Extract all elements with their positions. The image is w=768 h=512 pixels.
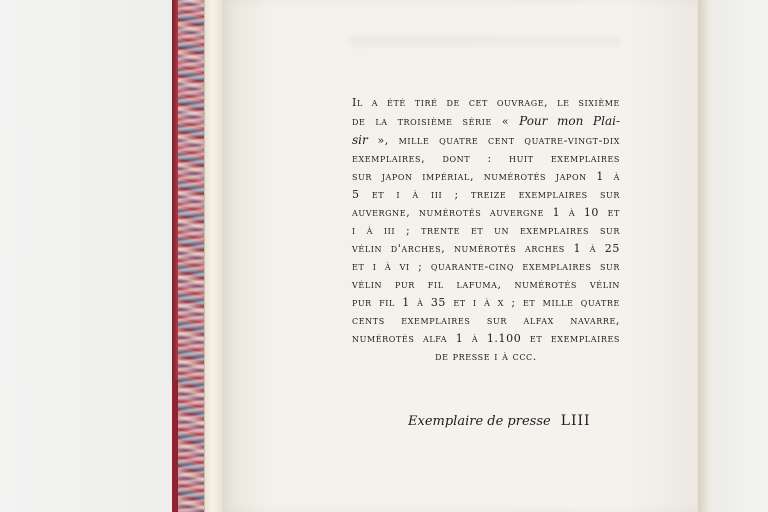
series-title-end: sir bbox=[352, 133, 368, 147]
colophon-line: et i à vi ; quarante-cinq exemplaires sur bbox=[352, 260, 620, 273]
colophon-line: sur japon impérial, numérotés japon 1 à bbox=[352, 170, 620, 183]
colophon-line: Il a été tiré de cet ouvrage, le sixième bbox=[352, 96, 620, 109]
background-left bbox=[0, 0, 176, 512]
colophon-line: sir », mille quatre cent quatre-vingt-dix bbox=[352, 133, 620, 147]
page-fore-edge bbox=[698, 0, 708, 512]
colophon-line: de presse i à ccc. bbox=[435, 350, 537, 363]
colophon-line: cents exemplaires sur alfax navarre, bbox=[352, 314, 620, 327]
copy-designation bbox=[408, 413, 668, 429]
colophon-line: auvergne, numérotés auvergne 1 à 10 et bbox=[352, 206, 620, 219]
colophon-line: vélin d'arches, numérotés arches 1 à 25 bbox=[352, 242, 620, 255]
colophon-line: i à iii ; trente et un exemplaires sur bbox=[352, 224, 620, 237]
colophon-line: exemplaires, dont : huit exemplaires bbox=[352, 152, 620, 165]
series-title: Pour mon Plai- bbox=[519, 114, 620, 128]
copy-number: LIII bbox=[560, 413, 591, 429]
show-through-text bbox=[350, 36, 620, 46]
colophon-line: 5 et i à iii ; treize exemplaires sur bbox=[352, 188, 620, 201]
colophon-line: pur fil 1 à 35 et i à x ; et mille quatre bbox=[352, 296, 620, 309]
leather-spine-edge-lower bbox=[172, 380, 178, 512]
copy-label: Exemplaire de presse bbox=[408, 414, 551, 429]
right-page bbox=[708, 0, 768, 512]
colophon-line: vélin pur fil lafuma, numérotés vélin bbox=[352, 278, 620, 291]
page-gutter bbox=[204, 0, 223, 512]
colophon-line: de la troisième série « Pour mon Plai- bbox=[352, 114, 620, 128]
colophon-line: numérotés alfa 1 à 1.100 et exemplaires bbox=[352, 332, 620, 345]
colophon-text bbox=[352, 94, 620, 366]
